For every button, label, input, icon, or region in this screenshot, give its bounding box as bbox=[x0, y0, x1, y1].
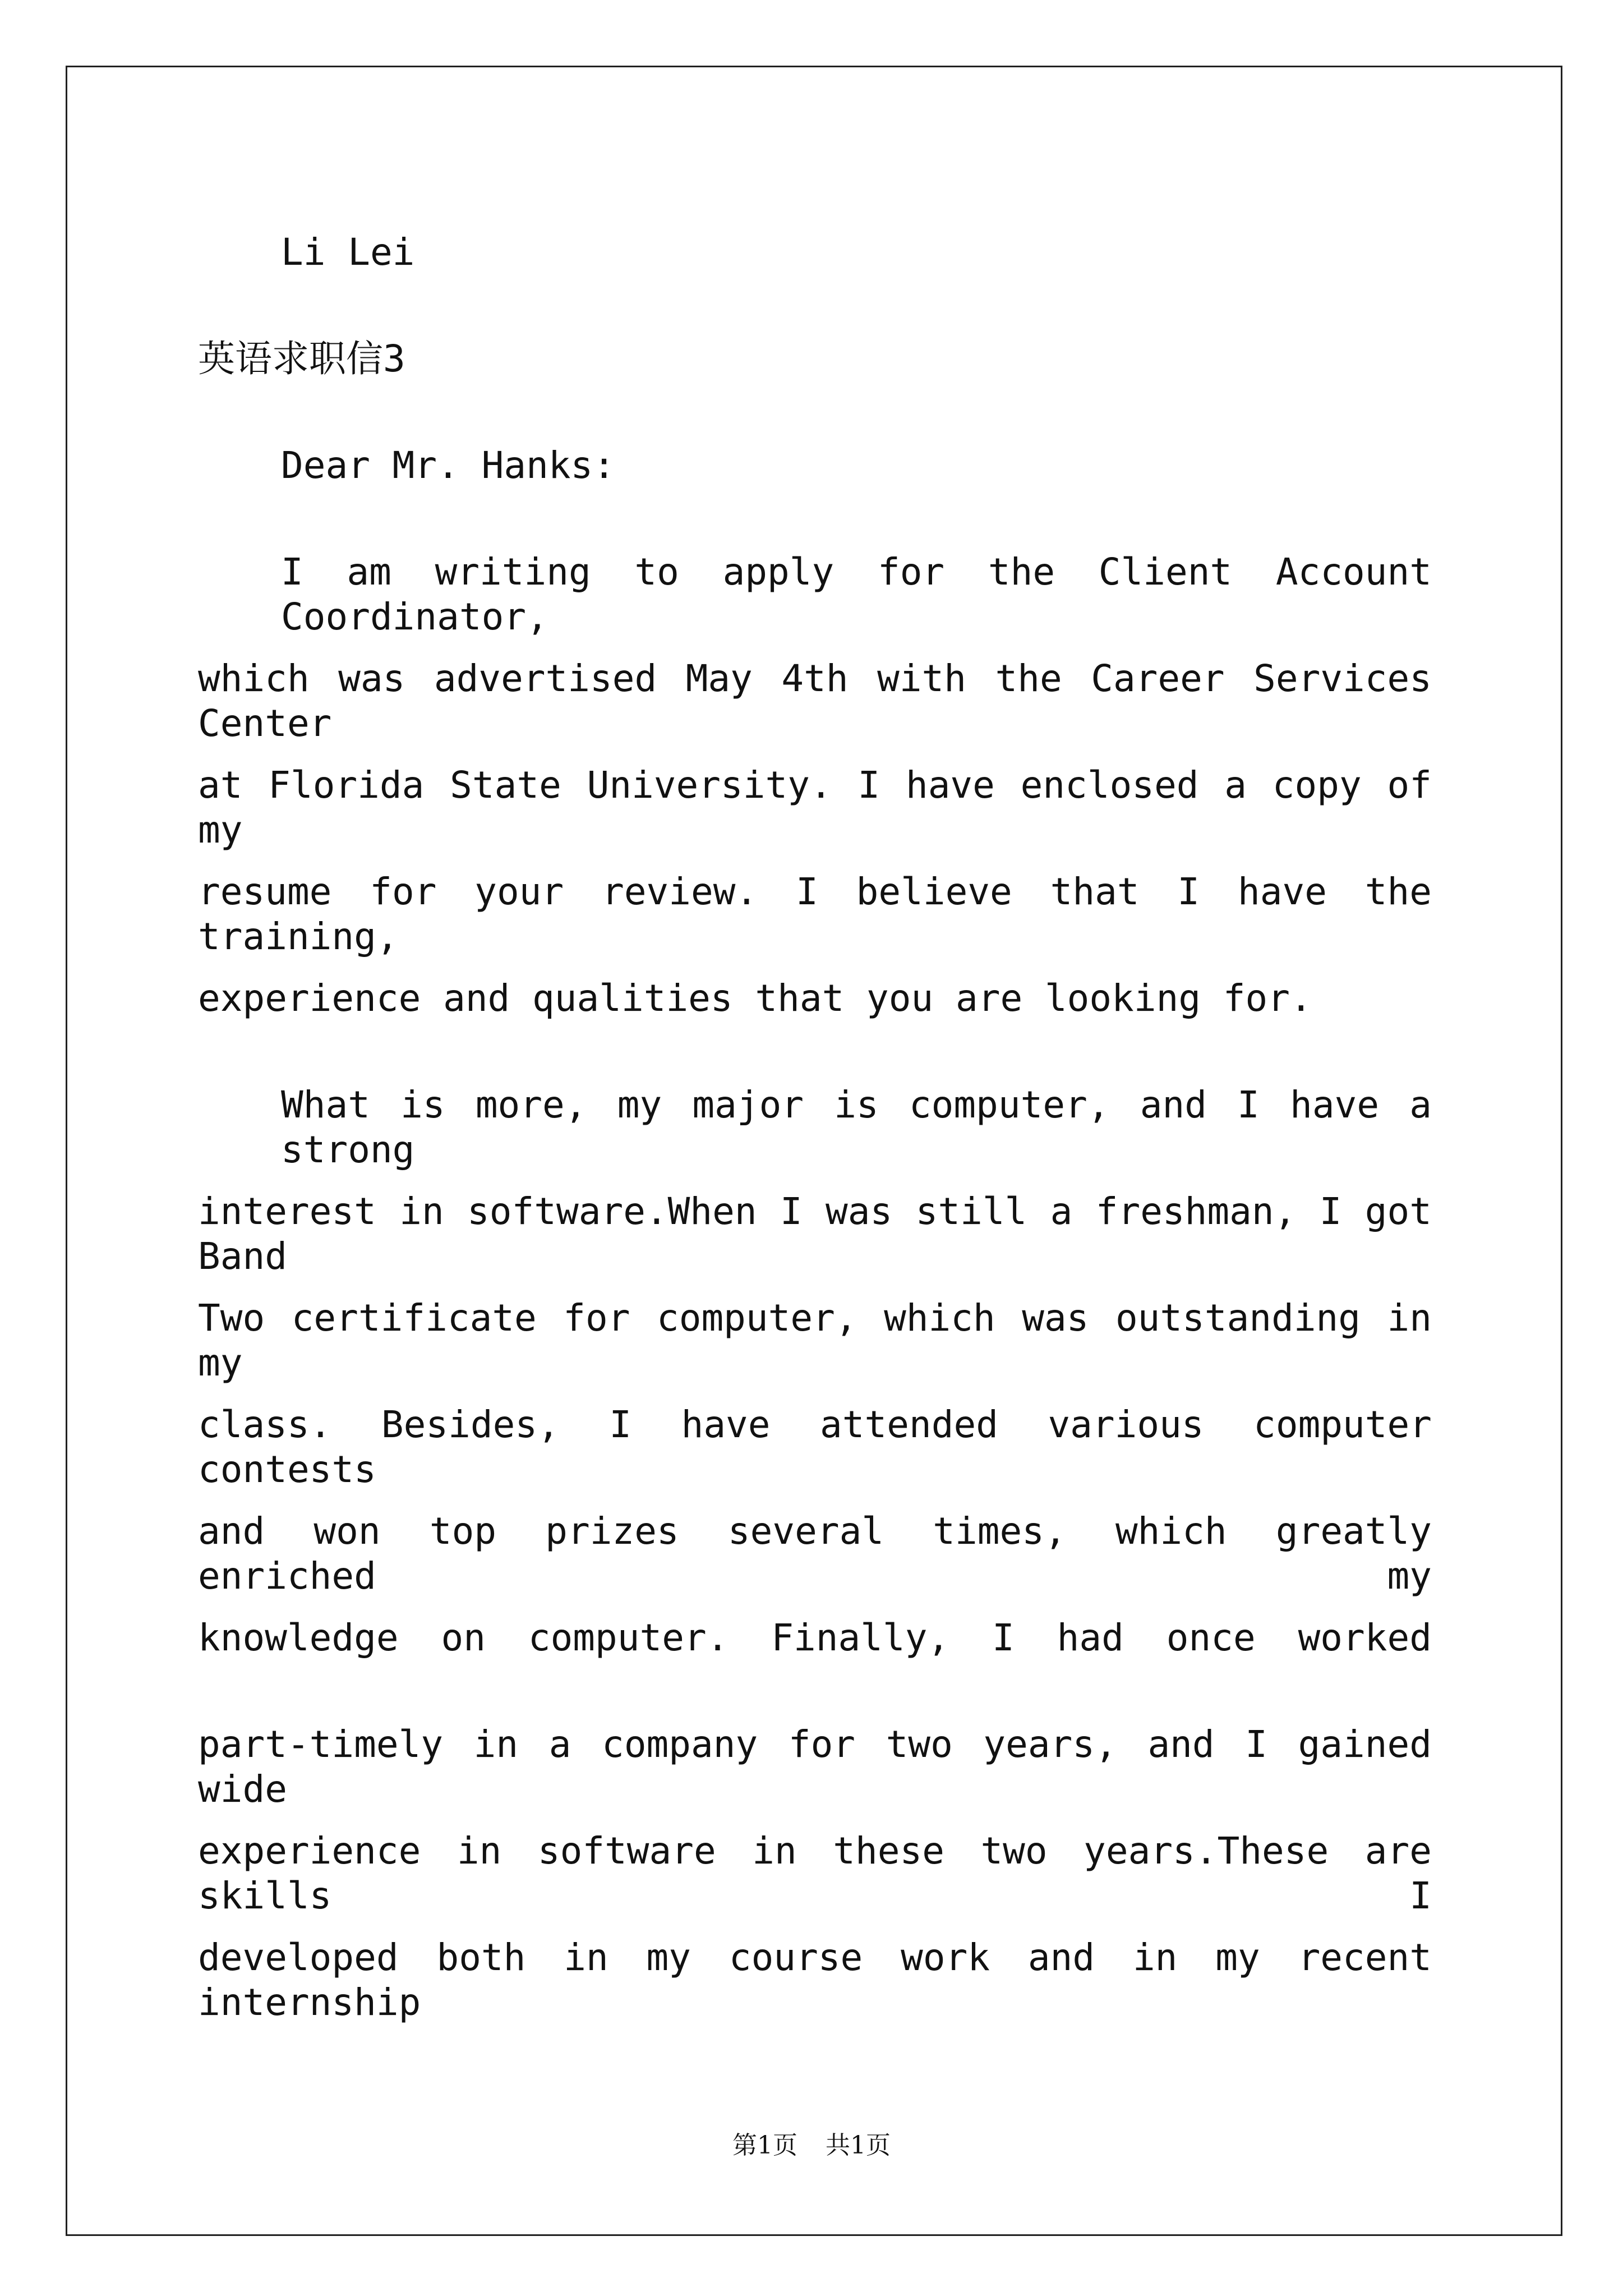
paragraph-2-line-8: experience in software in these two years.These are skills I bbox=[198, 1829, 1432, 1917]
paragraph-1-line-3: at Florida State University. I have enclosed a copy of my bbox=[198, 763, 1432, 852]
paragraph-2-line-4: class. Besides, I have attended various computer contests bbox=[198, 1403, 1432, 1491]
paragraph-2-line-5: and won top prizes several times, which greatly enriched my bbox=[198, 1510, 1432, 1598]
page-number-label: 第1页 bbox=[732, 2131, 797, 2160]
paragraph-2-line-3: Two certificate for computer, which was outstanding in my bbox=[198, 1296, 1432, 1384]
paragraph-1-line-4: resume for your review. I believe that I have the training, bbox=[198, 870, 1432, 958]
paragraph-2-line-6: knowledge on computer. Finally, I had once worked bbox=[198, 1616, 1432, 1659]
document-title: 英语求职信3 bbox=[198, 337, 405, 380]
sender-name: Li Lei bbox=[281, 231, 415, 274]
paragraph-2-line-9: developed both in my course work and in my recent internship bbox=[198, 1936, 1432, 2024]
paragraph-2-line-7: part-timely in a company for two years, and I gained wide bbox=[198, 1723, 1432, 1811]
paragraph-1-line-1: I am writing to apply for the Client Account Coordinator, bbox=[281, 550, 1432, 638]
paragraph-1-line-2: which was advertised May 4th with the Career Services Center bbox=[198, 657, 1432, 745]
paragraph-1-line-5: experience and qualities that you are looking for. bbox=[198, 977, 1312, 1020]
paragraph-2-line-2: interest in software.When I was still a freshman, I got Band bbox=[198, 1190, 1432, 1278]
total-pages-label: 共1页 bbox=[826, 2131, 891, 2160]
salutation: Dear Mr. Hanks: bbox=[281, 444, 616, 487]
page-footer bbox=[0, 2129, 1623, 2162]
paragraph-2-line-1: What is more, my major is computer, and I have a strong bbox=[281, 1083, 1432, 1171]
